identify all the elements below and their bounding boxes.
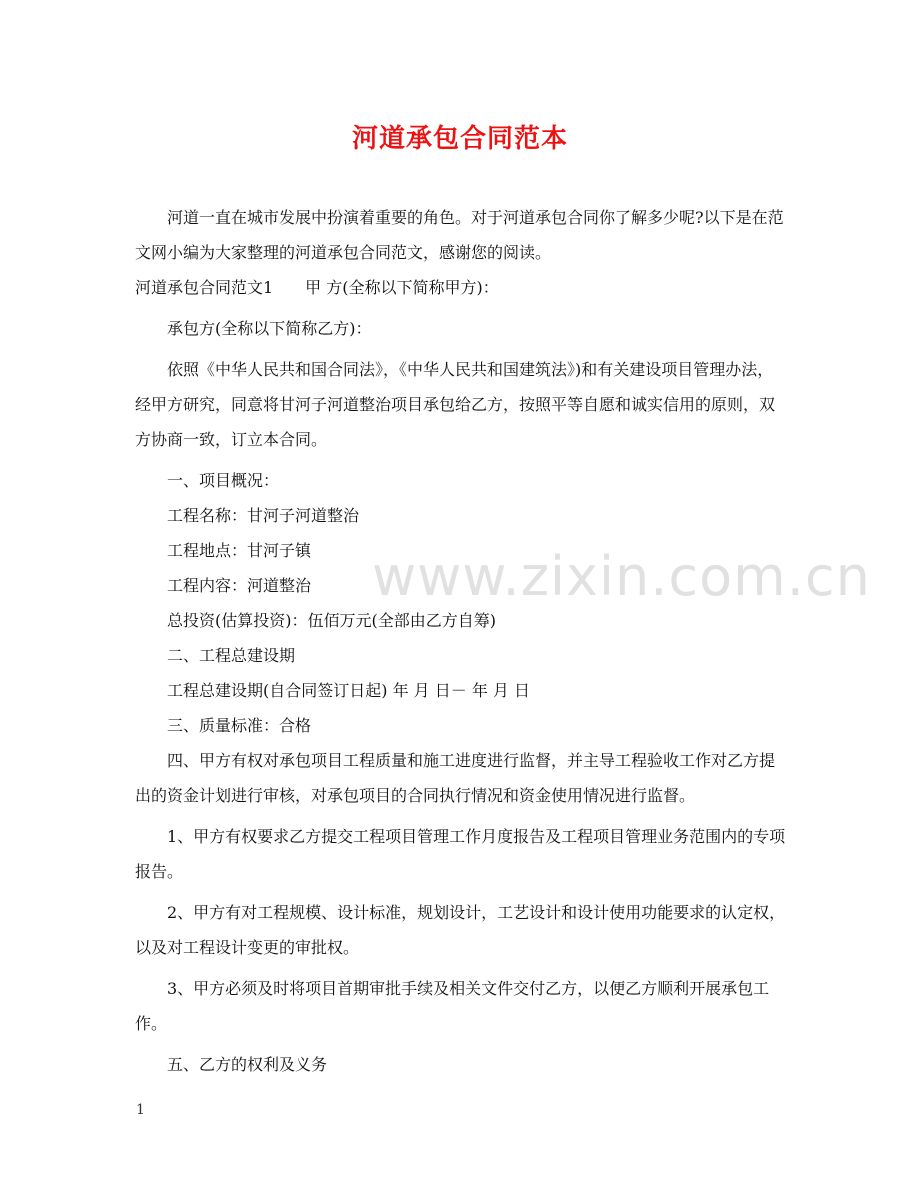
paragraph-project-content: 工程内容：河道整治 xyxy=(167,576,312,595)
paragraph-clause-3: 3、甲方必须及时将项目首期审批手续及相关文件交付乙方，以便乙方顺利开展承包工作。 xyxy=(135,979,770,1033)
paragraph-party-b: 承包方(全称以下简称乙方)： xyxy=(167,319,372,338)
paragraph-intro: 河道一直在城市发展中扮演着重要的角色。对于河道承包合同你了解多少呢?以下是在范文网小编为大家整理的河道承包合同范文，感谢您的阅读。 xyxy=(135,208,784,262)
paragraph-party-a: 河道承包合同范文1 甲 方(全称以下简称甲方)： xyxy=(135,278,499,297)
document-title: 河道承包合同范本 xyxy=(351,124,568,154)
paragraph-project-location: 工程地点：甘河子镇 xyxy=(167,541,312,560)
paragraph-clause-2: 2、甲方有对工程规模、设计标准，规划设计，工艺设计和设计使用功能要求的认定权，以及对工程设计变更的审批权。 xyxy=(135,903,786,957)
heading-section-5: 五、乙方的权利及义务 xyxy=(167,1055,328,1074)
paragraph-project-name: 工程名称：甘河子河道整治 xyxy=(167,506,360,525)
watermark: www.zixin.com.cn xyxy=(372,545,871,608)
page-number: 1 xyxy=(136,1102,145,1118)
paragraph-construction-period: 工程总建设期(自合同签订日起) 年 月 日－ 年 月 日 xyxy=(167,681,531,700)
paragraph-basis: 依照《中华人民共和国合同法》，《中华人民共和国建筑法》)和有关建设项目管理办法，经甲方研究，同意将甘河子河道整治项目承包给乙方，按照平等自愿和诚实信用的原则，双方协商一致，订立本合同。 xyxy=(135,360,776,449)
heading-section-2: 二、工程总建设期 xyxy=(167,646,296,665)
paragraph-clause-1: 1、甲方有权要求乙方提交工程项目管理工作月度报告及工程项目管理业务范围内的专项报告。 xyxy=(135,827,786,881)
paragraph-section-4: 四、甲方有权对承包项目工程质量和施工进度进行监督，并主导工程验收工作对乙方提出的资金计划进行审核，对承包项目的合同执行情况和资金使用情况进行监督。 xyxy=(135,751,776,805)
paragraph-total-investment: 总投资(估算投资)：伍佰万元(全部由乙方自筹) xyxy=(167,611,496,630)
paragraph-quality-standard: 三、质量标准：合格 xyxy=(167,716,312,735)
document-body xyxy=(135,200,787,1082)
heading-section-1: 一、项目概况： xyxy=(167,471,280,490)
